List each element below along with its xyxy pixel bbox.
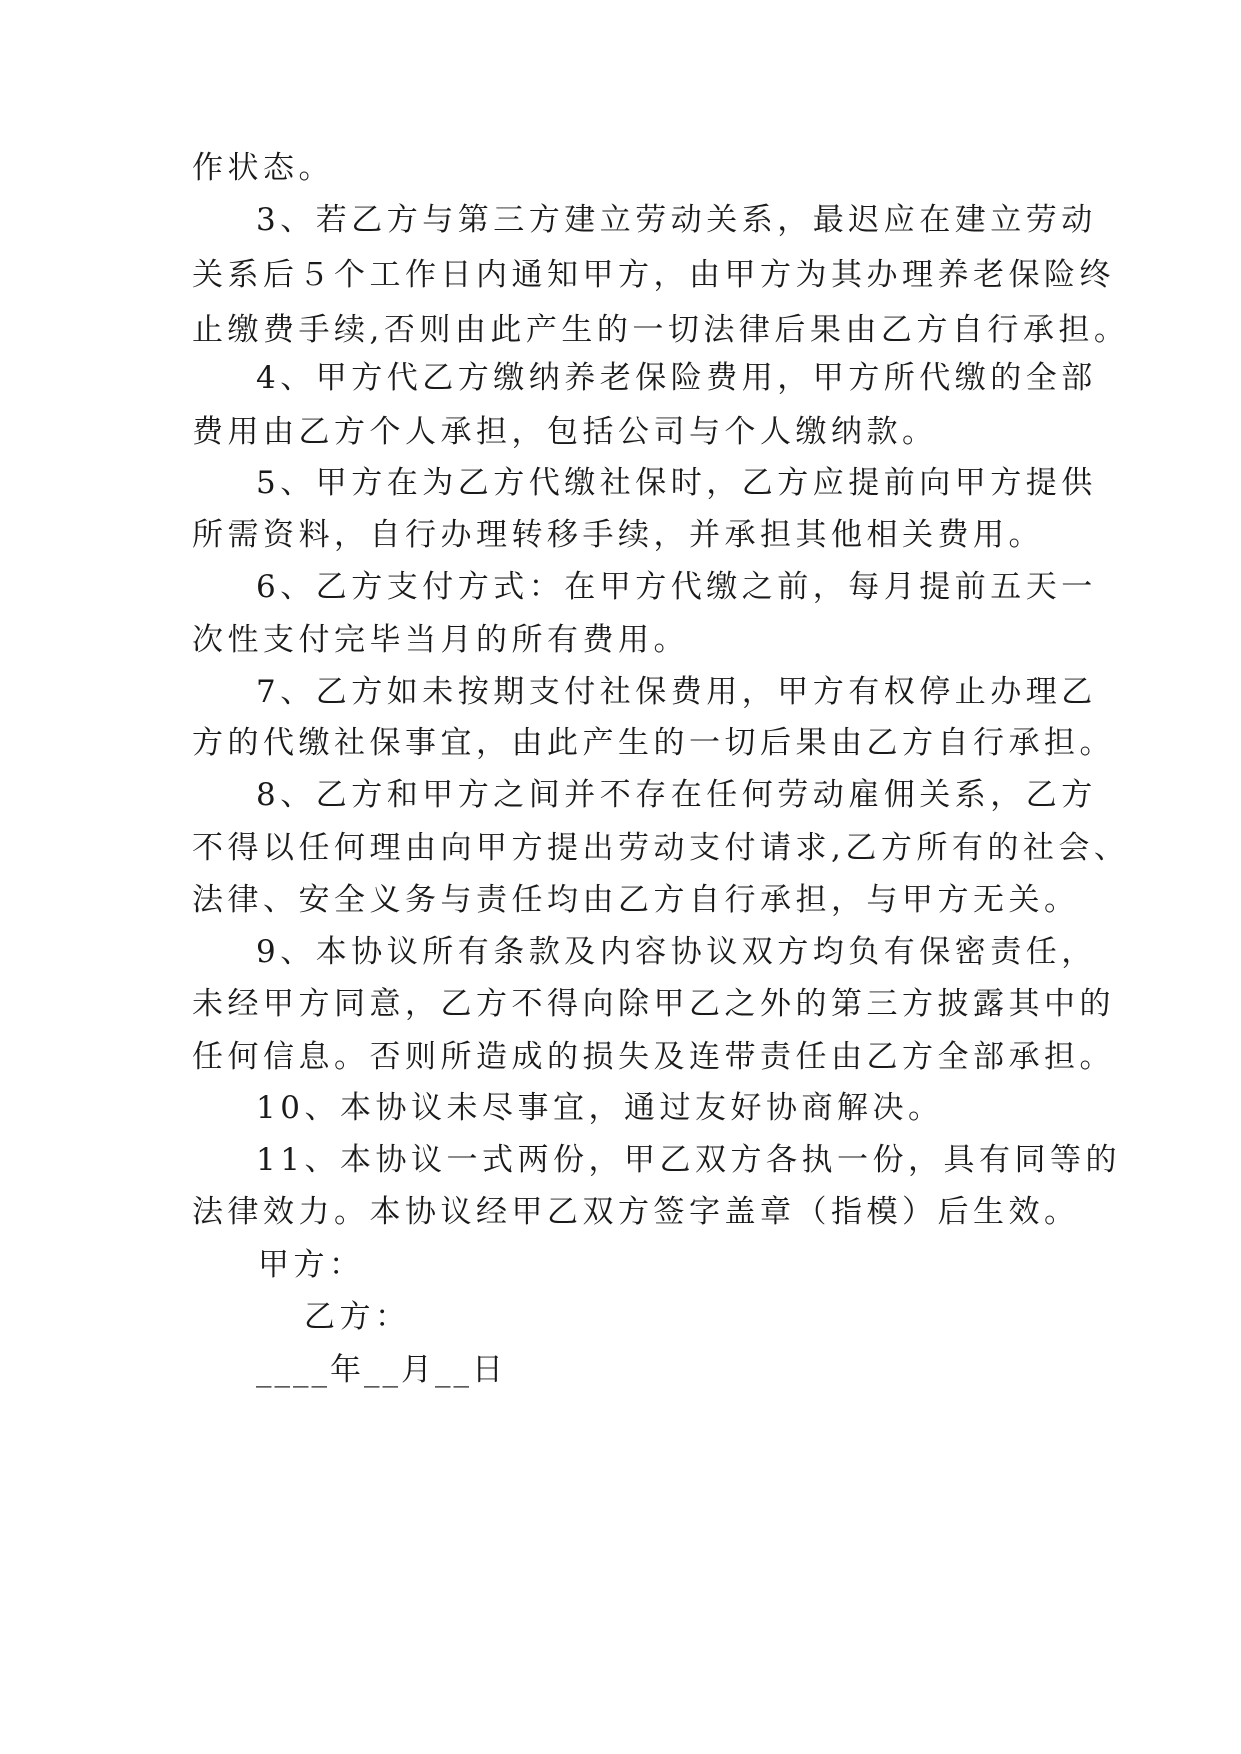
- clause-9-line-1: 9、本协议所有条款及内容协议双方均负有保密责任，: [256, 934, 1097, 970]
- signature-date: ____年__月__日: [256, 1352, 506, 1388]
- clause-9-line-3: 任何信息。否则所造成的损失及连带责任由乙方全部承担。: [192, 1039, 1115, 1075]
- clause-5-line-1: 5、甲方在为乙方代缴社保时，乙方应提前向甲方提供: [256, 465, 1097, 501]
- clause-11-line-2: 法律效力。本协议经甲乙双方签字盖章（指模）后生效。: [192, 1194, 1080, 1230]
- clause-11-line-1: 11、本协议一式两份，甲乙双方各执一份，具有同等的: [256, 1142, 1121, 1178]
- clause-3-line-2: 关系后５个工作日内通知甲方，由甲方为其办理养老保险终: [192, 257, 1115, 293]
- clause-8-line-2: 不得以任何理由向甲方提出劳动支付请求,乙方所有的社会、: [192, 830, 1130, 866]
- clause-6-line-2: 次性支付完毕当月的所有费用。: [192, 622, 689, 658]
- clause-5-line-2: 所需资料，自行办理转移手续，并承担其他相关费用。: [192, 517, 1044, 553]
- clause-8-line-1: 8、乙方和甲方之间并不存在任何劳动雇佣关系，乙方: [256, 777, 1097, 813]
- clause-8-line-3: 法律、安全义务与责任均由乙方自行承担，与甲方无关。: [192, 882, 1080, 918]
- clause-9-line-2: 未经甲方同意，乙方不得向除甲乙之外的第三方披露其中的: [192, 986, 1115, 1022]
- clause-7-line-1: 7、乙方如未按期支付社保费用，甲方有权停止办理乙: [256, 674, 1097, 710]
- clause-4-line-1: 4、甲方代乙方缴纳养老保险费用，甲方所代缴的全部: [256, 360, 1097, 396]
- clause-7-line-2: 方的代缴社保事宜，由此产生的一切后果由乙方自行承担。: [192, 725, 1115, 761]
- clause-4-line-2: 费用由乙方个人承担，包括公司与个人缴纳款。: [192, 414, 938, 450]
- clause-3-line-1: 3、若乙方与第三方建立劳动关系，最迟应在建立劳动: [256, 202, 1097, 238]
- clause-3-line-3: 止缴费手续,否则由此产生的一切法律后果由乙方自行承担。: [192, 312, 1130, 348]
- clause-6-line-1: 6、乙方支付方式：在甲方代缴之前，每月提前五天一: [256, 569, 1097, 605]
- party-a-signature-label: 甲方：: [258, 1247, 365, 1283]
- party-b-signature-label: 乙方：: [304, 1299, 411, 1335]
- clause-10-line-1: 10、本协议未尽事宜，通过友好协商解决。: [256, 1090, 944, 1126]
- paragraph-line: 作状态。: [192, 150, 334, 186]
